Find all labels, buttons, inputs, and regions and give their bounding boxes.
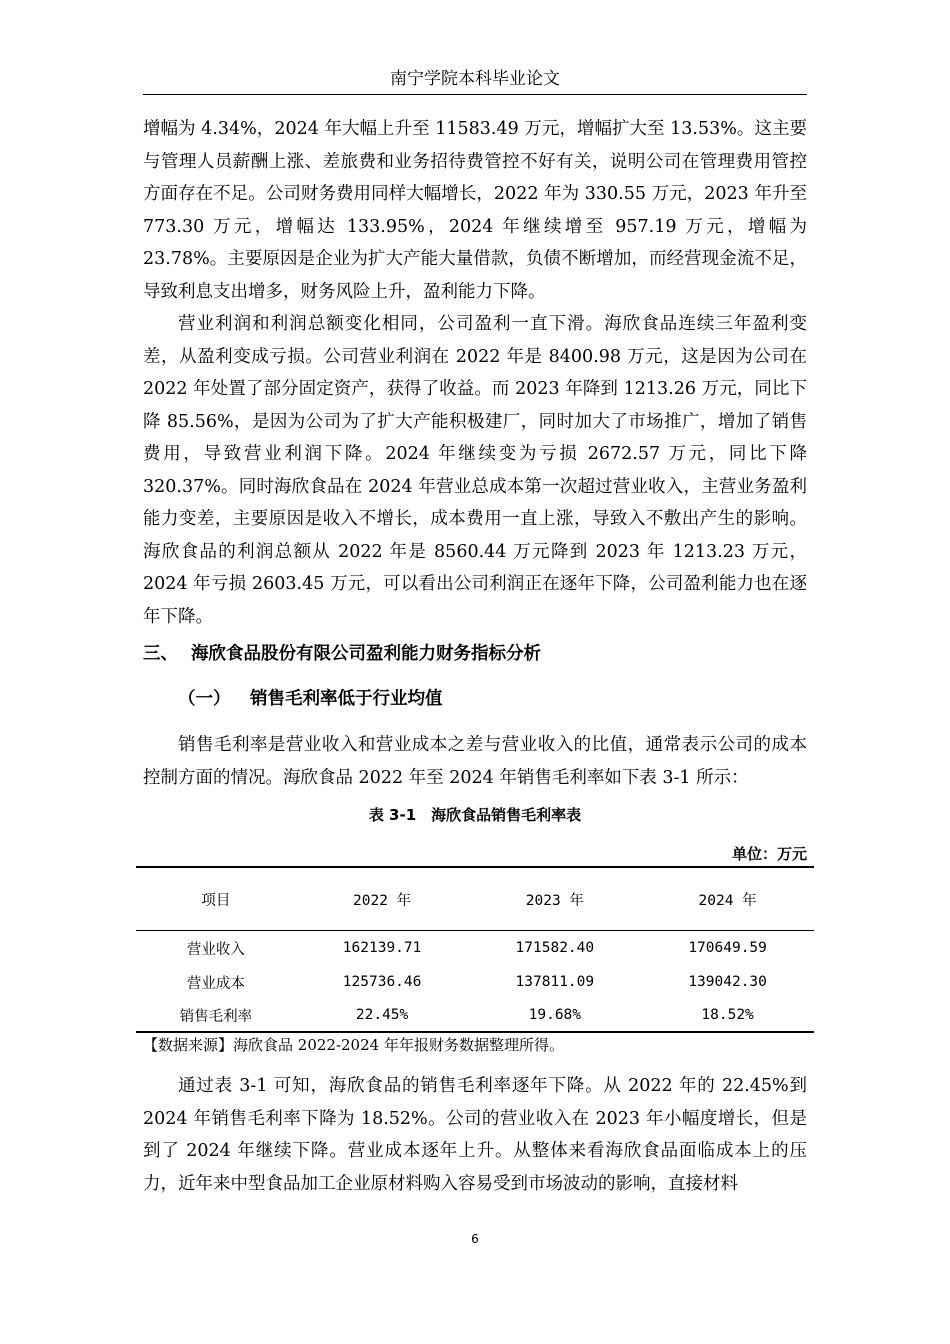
section-heading (143, 640, 541, 665)
table-cell: 18.52% (641, 999, 814, 1032)
section-heading-text: 海欣食品股份有限公司盈利能力财务指标分析 (191, 644, 541, 664)
column-header: 2023 年 (468, 867, 641, 931)
table-cell: 171582.40 (515, 940, 595, 956)
table-cell: 22.45% (296, 999, 469, 1032)
table-caption: 表 3-1 海欣食品销售毛利率表 (368, 806, 582, 824)
table-cell: 162139.71 (342, 940, 422, 956)
page-header: 南宁学院本科毕业论文 (390, 69, 560, 89)
header-divider (143, 94, 807, 95)
column-header: 项目 (136, 867, 296, 931)
paragraph-gross-margin-intro: 销售毛利率是营业收入和营业成本之差与营业收入的比值，通常表示公司的成本控制方面的情况。海欣食品 2022 年至 2024 年销售毛利率如下表 3-1 所示： (143, 735, 807, 788)
table-unit: 单位：万元 (731, 845, 807, 863)
table-cell: 170649.59 (688, 940, 767, 956)
row-label: 营业成本 (186, 975, 245, 992)
table-cell: 125736.46 (342, 974, 422, 990)
column-header: 2024 年 (641, 867, 814, 931)
table-row (136, 999, 814, 1032)
table-row (136, 965, 814, 999)
subsection-heading-number: （一） (178, 689, 231, 709)
table-cell: 137811.09 (515, 974, 595, 990)
subsection-heading-text: 销售毛利率低于行业均值 (250, 689, 443, 709)
paragraph-expenses: 增幅为 4.34%，2024 年大幅上升至 11583.49 万元，增幅扩大至 13.53%。这主要与管理人员薪酬上涨、差旅费和业务招待费管控不好有关，说明公司在管理费用管控方面存在不足。公司财务费用同样大幅增长，2022 年为 330.55 万元，2023 年升至 773.30 万元，增幅达 133.95%，2024 年继续增至 957.19 万元，增幅为 23.78%。主要原因是企业为扩大产能大量借款，负债不断增加，而经营现金流不足，导致利息支出增多，财务风险上升，盈利能力下降。 (143, 119, 807, 302)
paragraph-analysis: 通过表 3-1 可知，海欣食品的销售毛利率逐年下降。从 2022 年的 22.45%到 2024 年销售毛利率下降为 18.52%。公司的营业收入在 2023 年小幅度增长，但是到了 2024 年继续下降。营业成本逐年上升。从整体来看海欣食品面临成本上的压力，近年来中型食品加工企业原材料购入容易受到市场波动的影响，直接材料 (143, 1076, 807, 1194)
subsection-heading (178, 685, 443, 710)
table-row (136, 931, 814, 966)
page-number: 6 (471, 1232, 479, 1246)
gross-margin-table (136, 866, 814, 1033)
paragraph-profit: 营业利润和利润总额变化相同，公司盈利一直下滑。海欣食品连续三年盈利变差，从盈利变成亏损。公司营业利润在 2022 年是 8400.98 万元，这是因为公司在 2022 年处置了部分固定资产，获得了收益。而 2023 年降到 1213.26 万元，同比下降 85.56%，是因为公司为了扩大产能积极建厂，同时加大了市场推广，增加了销售费用，导致营业利润下降。2024 年继续变为亏损 2672.57 万元，同比下降 320.37%。同时海欣食品在 2024 年营业总成本第一次超过营业收入，主营业务盈利能力变差，主要原因是收入不增长，成本费用一直上涨，导致入不敷出产生的影响。海欣食品的利润总额从 2022 年是 8560.44 万元降到 2023 年 1213.23 万元，2024 年亏损 2603.45 万元，可以看出公司利润正在逐年下降，公司盈利能力也在逐年下降。 (143, 314, 807, 627)
row-label: 销售毛利率 (136, 999, 296, 1032)
row-label: 营业收入 (186, 941, 245, 958)
table-cell: 19.68% (468, 999, 641, 1032)
data-source-note: 【数据来源】海欣食品 2022-2024 年年报财务数据整理所得。 (143, 1036, 564, 1054)
table-cell: 139042.30 (688, 974, 767, 990)
table-header-row (136, 867, 814, 931)
column-header: 2022 年 (296, 867, 469, 931)
section-heading-number: 三、 (143, 644, 178, 664)
